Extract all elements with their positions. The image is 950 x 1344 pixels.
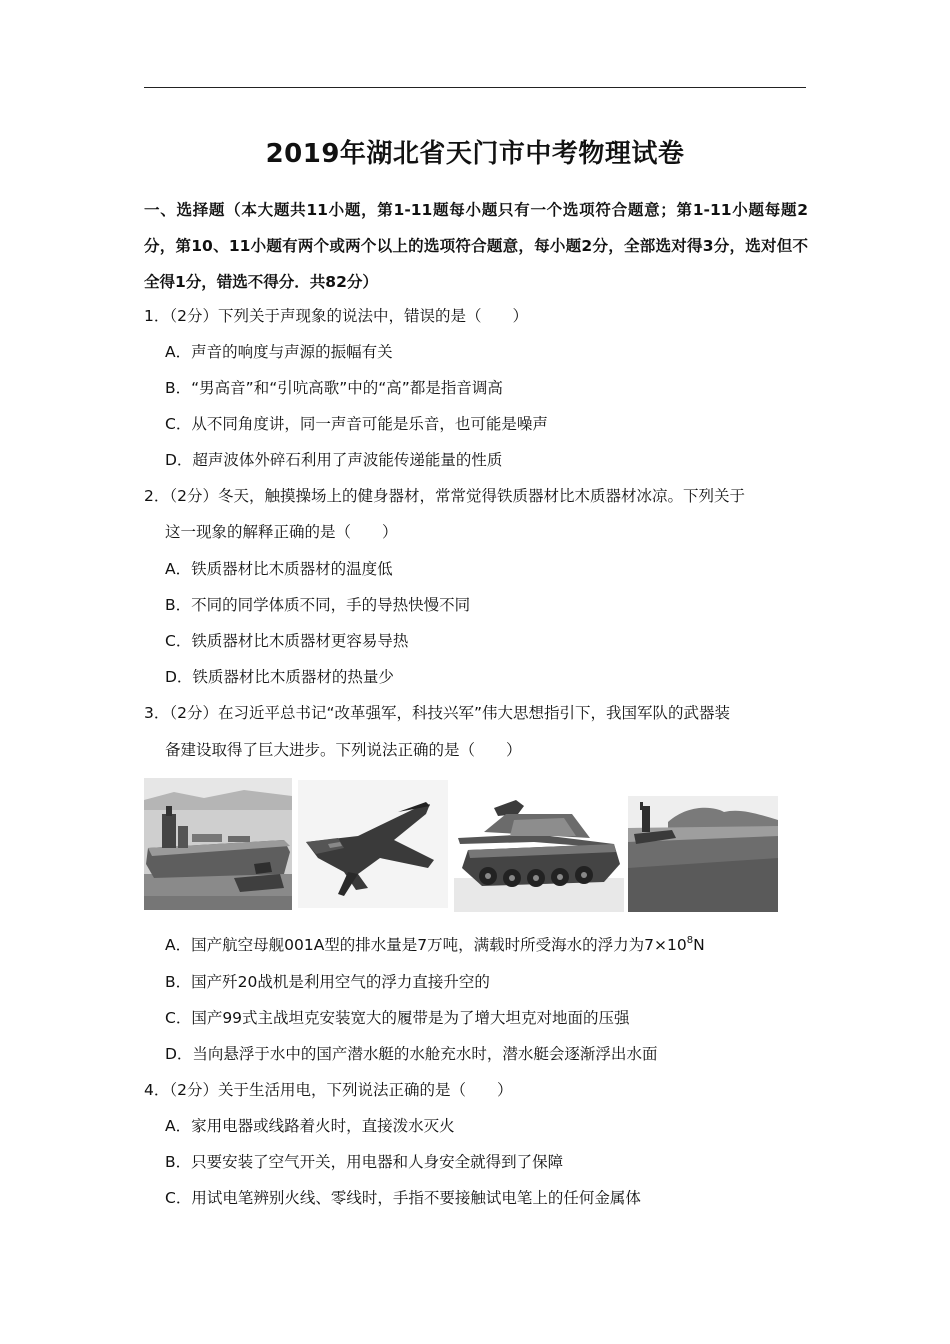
tank-image [454,778,624,912]
page-title: 2019年湖北省天门市中考物理试卷 [265,139,685,169]
question-4-option-a: A．家用电器或线路着火时，直接泼水灭火 [165,1117,455,1135]
question-1-option-a: A．声音的响度与声源的振幅有关 [165,343,393,361]
question-3-option-b: B．国产歼20战机是利用空气的浮力直接升空的 [165,973,490,991]
question-3-option-c: C．国产99式主战坦克安装宽大的履带是为了增大坦克对地面的压强 [165,1009,630,1027]
question-2-stem-line2: 这一现象的解释正确的是（ ） [165,523,398,541]
header-rule [144,87,806,88]
question-2-option-b: B．不同的同学体质不同，手的导热快慢不同 [165,596,471,614]
question-3-stem-line1: 3．（2分）在习近平总书记“改革强军，科技兴军”伟大思想指引下，我国军队的武器装 [144,704,731,722]
question-2-option-c: C．铁质器材比木质器材更容易导热 [165,632,409,650]
question-4-stem: 4．（2分）关于生活用电，下列说法正确的是（ ） [144,1081,513,1099]
question-3-option-a-text: A．国产航空母舰001A型的排水量是7万吨，满载时所受海水的浮力为7×10 [165,936,687,954]
section-header: 一、选择题（本大题共11小题，第1-11题每小题只有一个选项符合题意；第1-11小题每题2分，第10、11小题有两个或两个以上的选项符合题意，每小题2分，全部选对得3分，选对但不全得1分，错选不得分．共82分） [144,201,808,291]
question-3-stem-line2: 备建设取得了巨大进步。下列说法正确的是（ ） [165,741,522,759]
question-3-option-d: D．当向悬浮于水中的国产潜水艇的水舱充水时，潜水艇会逐渐浮出水面 [165,1045,658,1063]
question-4-option-c: C．用试电笔辨别火线、零线时，手指不要接触试电笔上的任何金属体 [165,1189,641,1207]
fighter-jet-image [298,778,448,910]
question-3-option-a [165,935,705,955]
question-3-figures [144,778,784,912]
question-2-option-d: D．铁质器材比木质器材的热量少 [165,668,394,686]
question-1-option-d: D．超声波体外碎石利用了声波能传递能量的性质 [165,451,503,469]
question-1-option-c: C．从不同角度讲，同一声音可能是乐音，也可能是噪声 [165,415,548,433]
question-3-option-a-unit: N [693,936,705,954]
question-1-option-b: B．“男高音”和“引吭高歌”中的“高”都是指音调高 [165,379,503,397]
submarine-image [628,778,778,912]
question-3-option-a-exponent: 8 [686,935,694,946]
question-1-stem: 1．（2分）下列关于声现象的说法中，错误的是（ ） [144,307,528,325]
question-2-stem-line1: 2．（2分）冬天，触摸操场上的健身器材，常常觉得铁质器材比木质器材冰凉。下列关于 [144,487,745,505]
question-4-option-b: B．只要安装了空气开关，用电器和人身安全就得到了保障 [165,1153,564,1171]
question-2-option-a: A．铁质器材比木质器材的温度低 [165,560,393,578]
aircraft-carrier-image [144,778,292,910]
